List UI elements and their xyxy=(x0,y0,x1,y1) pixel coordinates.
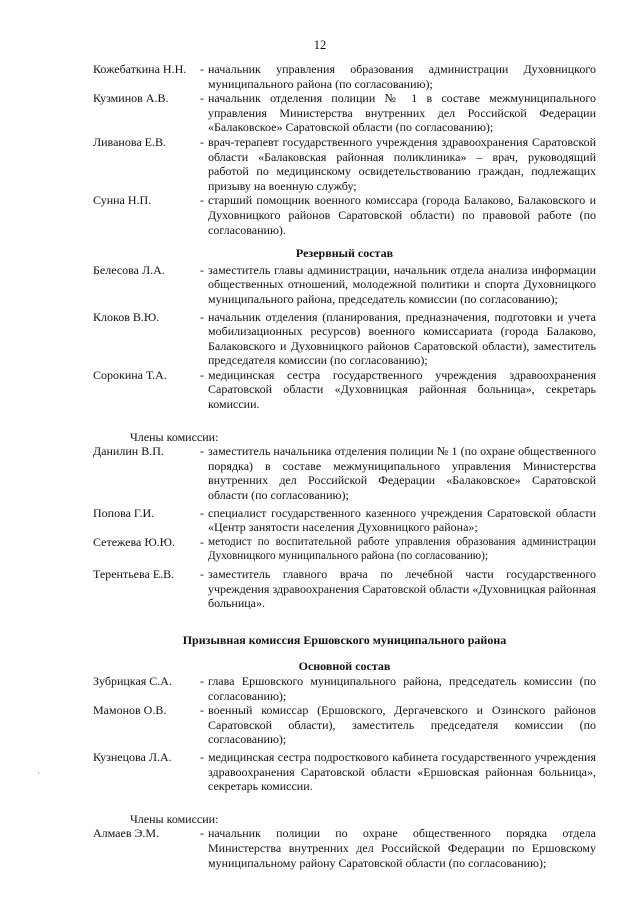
member-entry xyxy=(93,703,596,747)
member-entry xyxy=(93,444,596,502)
member-name: Сетежева Ю.Ю. xyxy=(93,534,176,549)
member-entry xyxy=(93,193,596,237)
member-list-block3 xyxy=(93,444,596,611)
dash: - xyxy=(200,91,204,106)
member-entry xyxy=(93,135,596,193)
member-entry xyxy=(93,750,596,794)
commission-title: Призывная комиссия Ершовского муниципального района xyxy=(182,632,507,647)
member-entry xyxy=(93,674,596,703)
dash: - xyxy=(200,534,204,549)
member-entry xyxy=(93,368,596,412)
dash: - xyxy=(200,444,204,459)
page-number: 12 xyxy=(313,38,327,52)
member-name: Кузминов А.В. xyxy=(93,91,169,106)
member-entry xyxy=(93,263,596,307)
dash: - xyxy=(200,262,204,277)
dash: - xyxy=(200,62,204,76)
member-position: медицинская сестра подросткового кабинета государственного учреждения здравоохранения Саратовской области «Ершовская районная больница», секретарь комиссии. xyxy=(208,749,596,794)
member-list-block5 xyxy=(93,826,596,870)
member-name: Клоков В.Ю. xyxy=(93,309,160,324)
member-name: Зубрицкая С.А. xyxy=(93,673,172,688)
member-name: Ливанова Е.В. xyxy=(93,134,166,149)
stray-mark: ` xyxy=(37,771,40,781)
member-entry xyxy=(93,91,596,135)
dash: - xyxy=(200,567,204,581)
member-position: врач-терапевт государственного учреждения здравоохранения Саратовской области «Балаковская районная поликлиника» – врач, руководящий работой по медицинскому освидетельствованию граждан, подлежащих призыву на военную службу; xyxy=(208,134,596,193)
member-entry xyxy=(93,567,596,611)
members-label: Члены комиссии: xyxy=(130,811,219,826)
member-entry xyxy=(93,826,596,870)
section-heading-main: Основной состав xyxy=(298,659,391,674)
member-position: начальник полиции по охране общественного порядка отдела Министерства внутренних дел Российской Федерации по Ершовскому муниципальному району Саратовской области (по согласованию); xyxy=(208,826,596,870)
member-name: Мамонов О.В. xyxy=(93,703,167,718)
dash: - xyxy=(200,749,204,764)
member-name: Данилин В.П. xyxy=(93,444,164,459)
member-position: медицинская сестра государственного учреждения здравоохранения Саратовской области «Духовницкая районная больница», секретарь комиссии. xyxy=(208,367,596,412)
member-name: Сунна Н.П. xyxy=(93,193,152,208)
member-position: начальник отделения (планирования, предназначения, подготовки и учета мобилизационных ресурсов) военного комиссариата (города Балаково, Балаковского и Духовницкого районов Саратовской области), заместитель председателя комиссии (по согласованию); xyxy=(208,309,596,368)
dash: - xyxy=(200,134,204,149)
member-position: старший помощник военного комиссара (города Балаково, Балаковского и Духовницкого районов Саратовской области) по правовой работе (по согласованию). xyxy=(208,193,596,237)
dash: - xyxy=(200,193,204,208)
dash: - xyxy=(200,505,204,520)
dash: - xyxy=(200,309,204,324)
members-label: Члены комиссии: xyxy=(130,429,219,444)
member-name: Кожебаткина Н.Н. xyxy=(93,62,187,76)
member-entry xyxy=(93,535,596,564)
member-list-block1 xyxy=(93,62,596,237)
dash: - xyxy=(200,367,204,382)
member-position: заместитель начальника отделения полиции № 1 (по охране общественного порядка) в составе межмуниципального управления Министерства внутренних дел Российской Федерации «Балаковское» Саратовской области (по согласованию); xyxy=(208,444,596,503)
member-position: заместитель главного врача по лечебной части государственного учреждения здравоохранения Саратовской области «Духовницкая районная больница». xyxy=(208,567,596,611)
member-position: начальник управления образования администрации Духовницкого муниципального района (по согласованию); xyxy=(208,62,596,91)
member-name: Алмаев Э.М. xyxy=(93,826,160,841)
member-position: начальник отделения полиции № 1 в составе межмуниципального управления Министерства внутренних дел Российской Федерации «Балаковское» Саратовской области (по согласованию); xyxy=(208,91,596,135)
document-body xyxy=(93,62,596,870)
dash: - xyxy=(200,703,204,718)
member-entry xyxy=(93,62,596,91)
member-position: военный комиссар (Ершовского, Дергачевского и Озинского районов Саратовской области), заместитель председателя комиссии (по согласованию); xyxy=(208,703,596,747)
member-position: методист по воспитательной работе управления образования администрации Духовницкого муниципального района (по согласованию); xyxy=(208,535,596,563)
member-position: глава Ершовского муниципального района, председатель комиссии (по согласованию); xyxy=(208,673,596,703)
member-name: Попова Г.И. xyxy=(93,505,155,520)
section-heading-reserve: Резервный состав xyxy=(295,246,394,261)
member-name: Кузнецова Л.А. xyxy=(93,749,172,764)
member-entry xyxy=(93,506,596,535)
member-entry xyxy=(93,310,596,368)
member-list-block2 xyxy=(93,263,596,412)
member-list-block4 xyxy=(93,674,596,794)
dash: - xyxy=(200,826,204,841)
member-name: Терентьева Е.В. xyxy=(93,567,175,581)
member-position: специалист государственного казенного учреждения Саратовской области «Центр занятости населения Духовницкого района»; xyxy=(208,505,596,535)
member-name: Сорокина Т.А. xyxy=(93,367,167,382)
member-position: заместитель главы администрации, начальник отдела анализа информации общественных отношений, молодежной политики и спорта Духовницкого муниципального района, председатель комиссии (по согласованию); xyxy=(208,262,596,306)
member-name: Белесова Л.А. xyxy=(93,262,165,277)
dash: - xyxy=(200,673,204,688)
